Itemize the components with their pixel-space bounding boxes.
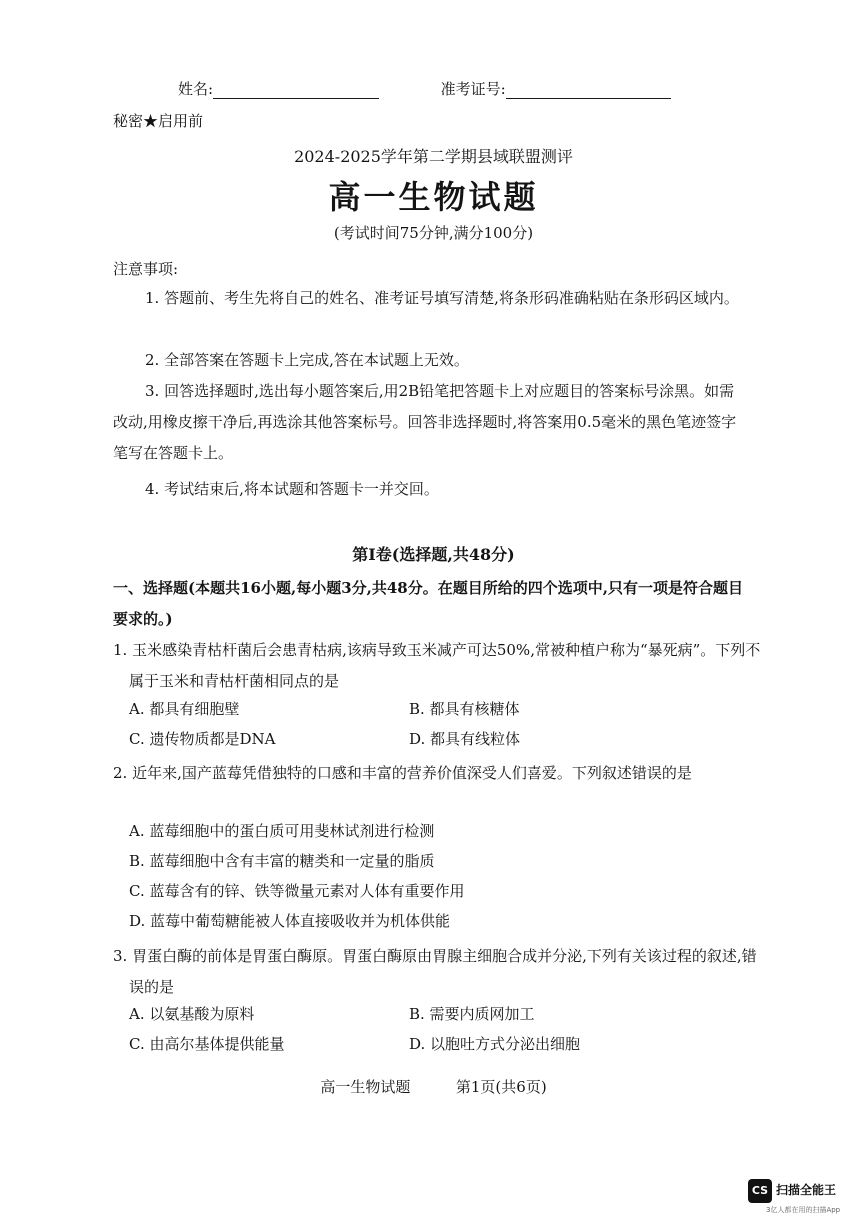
candidate-info-row — [178, 78, 671, 99]
page-title: 高一生物试题 — [328, 178, 539, 216]
scanner-app-name: 扫描全能王 — [776, 1183, 837, 1197]
secret-label: 秘密★启用前 — [113, 112, 204, 130]
question-3-option-a: A. 以氨基酸为原料 — [129, 1005, 255, 1023]
exam-info: (考试时间75分钟,满分100分) — [333, 224, 534, 242]
footer-page-number: 第1页(共6页) — [455, 1078, 547, 1096]
name-label: 姓名: — [178, 80, 214, 98]
scanner-watermark — [748, 1177, 858, 1217]
question-3-option-b: B. 需要内质网加工 — [409, 1005, 535, 1023]
question-3-stem: 3. 胃蛋白酶的前体是胃蛋白酶原。胃蛋白酶原由胃腺主细胞合成并分泌,下列有关该过程的叙述,错误的是 — [113, 947, 757, 996]
name-blank — [213, 82, 379, 99]
question-2-option-a: A. 蓝莓细胞中的蛋白质可用斐林试剂进行检测 — [129, 822, 435, 840]
question-1-option-d: D. 都具有线粒体 — [409, 730, 521, 748]
question-2-option-b: B. 蓝莓细胞中含有丰富的糖类和一定量的脂质 — [129, 852, 435, 870]
scanner-tagline: 3亿人都在用的扫描App — [766, 1206, 841, 1214]
id-label: 准考证号: — [440, 80, 506, 98]
exam-series: 2024-2025学年第二学期县域联盟测评 — [294, 147, 573, 166]
question-1-option-c: C. 遗传物质都是DNA — [129, 730, 276, 748]
id-blank — [506, 82, 671, 99]
page-footer — [0, 1076, 867, 1097]
notice-item-4: 4. 考试结束后,将本试题和答题卡一并交回。 — [145, 480, 439, 498]
notice-heading: 注意事项: — [113, 260, 179, 278]
notice-item-3: 3. 回答选择题时,选出每小题答案后,用2B铅笔把答题卡上对应题目的答案标号涂黑。如需改动,用橡皮擦干净后,再选涂其他答案标号。回答非选择题时,将答案用0.5毫米的黑色笔迹签字笔写在答题卡上。 — [113, 382, 737, 462]
question-2-option-c: C. 蓝莓含有的锌、铁等微量元素对人体有重要作用 — [129, 882, 465, 900]
notice-item-1: 1. 答题前、考生先将自己的姓名、准考证号填写清楚,将条形码准确粘贴在条形码区域内。 — [145, 289, 739, 307]
notice-item-2: 2. 全部答案在答题卡上完成,答在本试题上无效。 — [145, 351, 469, 369]
question-2-stem: 2. 近年来,国产蓝莓凭借独特的口感和丰富的营养价值深受人们喜爱。下列叙述错误的是 — [113, 764, 692, 782]
footer-subject: 高一生物试题 — [320, 1078, 411, 1096]
scanner-logo-icon: CS — [748, 1179, 772, 1203]
question-2-option-d: D. 蓝莓中葡萄糖能被人体直接吸收并为机体供能 — [129, 912, 451, 930]
question-1-stem: 1. 玉米感染青枯杆菌后会患青枯病,该病导致玉米减产可达50%,常被种植户称为“暴死病”。下列不属于玉米和青枯杆菌相同点的是 — [113, 641, 761, 690]
question-3-option-c: C. 由高尔基体提供能量 — [129, 1035, 285, 1053]
part-title: 第Ⅰ卷(选择题,共48分) — [352, 545, 515, 564]
question-1-option-a: A. 都具有细胞壁 — [129, 700, 240, 718]
question-1-option-b: B. 都具有核糖体 — [409, 700, 520, 718]
question-3-option-d: D. 以胞吐方式分泌出细胞 — [409, 1035, 581, 1053]
section-title: 一、选择题(本题共16小题,每小题3分,共48分。在题目所给的四个选项中,只有一项是符合题目要求的。) — [113, 579, 743, 628]
